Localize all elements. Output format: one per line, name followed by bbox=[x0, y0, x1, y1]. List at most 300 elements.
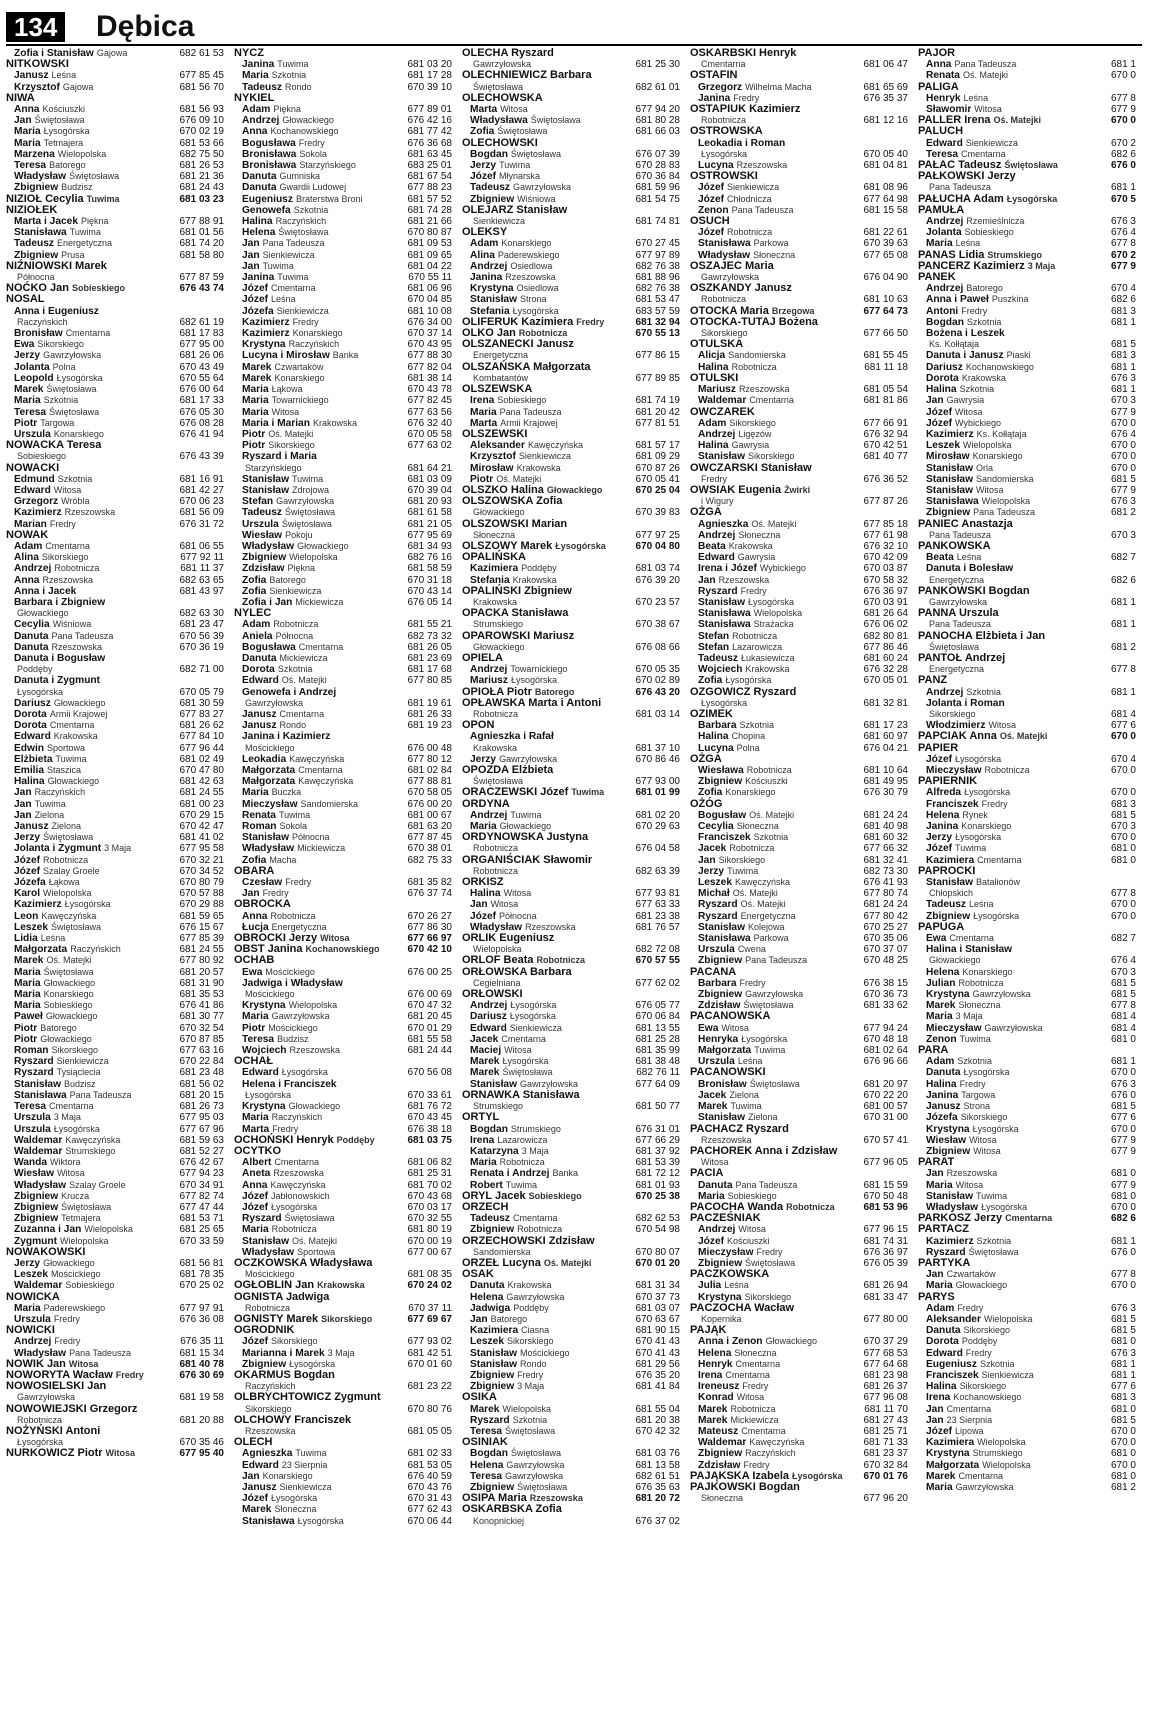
street-name: Gajowa bbox=[96, 48, 128, 58]
phone-number: 677 95 69 bbox=[407, 529, 452, 541]
phone-number: 677 86 46 bbox=[863, 641, 908, 653]
listing-entry bbox=[234, 507, 452, 518]
street-name: Oś. Matejki bbox=[749, 809, 795, 820]
first-name: Stefan bbox=[698, 641, 730, 653]
street-name: Leśna bbox=[271, 294, 296, 305]
surname-text: NOWOWIEJSKI Grzegorz bbox=[6, 1402, 138, 1415]
phone-number: 681 23 98 bbox=[863, 1369, 908, 1381]
listing-entry bbox=[6, 1213, 224, 1224]
phone-number: 670 87 85 bbox=[179, 1033, 224, 1045]
listing-entry bbox=[6, 642, 224, 653]
first-name: Anna bbox=[14, 574, 40, 586]
phone-number: 681 40 77 bbox=[863, 451, 908, 463]
listing-entry bbox=[690, 1493, 908, 1504]
street-name: Słoneczna bbox=[734, 1347, 777, 1358]
phone-number: 681 53 71 bbox=[179, 1213, 224, 1225]
listing-entry bbox=[234, 1482, 452, 1493]
street-name: Konarskiego bbox=[972, 451, 1023, 462]
street-name: Pana Tadeusza bbox=[262, 238, 325, 249]
listing-entry bbox=[462, 1011, 680, 1022]
street-name: Głowackiego bbox=[499, 821, 552, 832]
street-name: Kawęczyńska bbox=[298, 776, 354, 787]
first-name: Waldemar bbox=[14, 1280, 63, 1292]
first-name: Janina i Kazimierz bbox=[242, 731, 331, 743]
phone-number: 681 90 15 bbox=[635, 1325, 680, 1337]
phone-number: 681 3 bbox=[1110, 1392, 1136, 1404]
street-name: Łysogórska bbox=[741, 1033, 788, 1044]
listing-entry bbox=[462, 1348, 680, 1359]
street-name: Robotnicza bbox=[517, 1224, 563, 1235]
first-name: Stanisław bbox=[470, 1078, 517, 1090]
first-name: Józef bbox=[698, 182, 725, 194]
first-name: Barbara bbox=[698, 977, 737, 989]
first-name: Ewa bbox=[14, 339, 35, 351]
street-name: Robotnicza bbox=[536, 955, 586, 966]
first-name: Krystyna bbox=[698, 1291, 742, 1303]
surname-text: ORACZEWSKI Józef bbox=[462, 786, 569, 799]
street-name: Sienkiewicza bbox=[473, 216, 526, 227]
phone-number: 676 30 79 bbox=[863, 787, 908, 799]
phone-number: 670 25 04 bbox=[635, 484, 680, 496]
phone-number: 677 8 bbox=[1110, 92, 1136, 104]
surname-entry bbox=[462, 48, 680, 59]
first-name: Edwin bbox=[14, 742, 44, 754]
phone-number: 670 43 45 bbox=[407, 1112, 452, 1124]
listing-entry bbox=[918, 1180, 1136, 1191]
listing-entry bbox=[690, 1034, 908, 1045]
listing-entry bbox=[6, 922, 224, 933]
phone-number: 676 07 39 bbox=[635, 148, 680, 160]
surname-text: OBARA bbox=[234, 864, 275, 877]
street-name: Witosa bbox=[988, 720, 1016, 731]
street-name: Lazarowicza bbox=[732, 641, 783, 652]
phone-number: 676 34 00 bbox=[407, 316, 452, 328]
street-name: Towarnickiego bbox=[271, 395, 329, 406]
phone-number: 681 19 61 bbox=[407, 697, 452, 709]
street-name: Robotnicza bbox=[701, 115, 747, 126]
phone-number: 676 43 74 bbox=[179, 283, 224, 295]
surname-entry bbox=[462, 1202, 680, 1213]
listing-entry bbox=[918, 799, 1136, 810]
listing-entry bbox=[918, 1448, 1136, 1459]
street-name: Łysogórska bbox=[972, 1123, 1019, 1134]
listing-entry bbox=[6, 384, 224, 395]
street-name: Chłodnicza bbox=[727, 193, 772, 204]
phone-number: 670 3 bbox=[1110, 966, 1136, 978]
street-name: Strumskiego bbox=[510, 1123, 561, 1134]
first-name: Helena bbox=[242, 227, 276, 239]
listing-entry bbox=[918, 216, 1136, 227]
listing-entry bbox=[6, 967, 224, 978]
listing-entry bbox=[690, 238, 908, 249]
phone-number: 681 1 bbox=[1110, 1358, 1136, 1370]
street-name: Łysogórska bbox=[510, 1000, 557, 1011]
street-name: Buczka bbox=[271, 787, 302, 798]
first-name: Antoni bbox=[926, 305, 959, 317]
phone-number: 670 3 bbox=[1110, 529, 1136, 541]
phone-number: 670 55 11 bbox=[408, 272, 452, 284]
listing-entry bbox=[690, 888, 908, 899]
phone-number: 681 1 bbox=[1110, 1235, 1136, 1247]
street-name: Fredry bbox=[959, 1078, 986, 1089]
first-name: Grzegorz bbox=[698, 81, 743, 93]
phone-number: 681 0 bbox=[1110, 843, 1136, 855]
surname-text: OŻGA bbox=[690, 752, 722, 765]
listing-entry bbox=[918, 821, 1136, 832]
first-name: Wanda bbox=[14, 1157, 48, 1169]
phone-number: 681 31 34 bbox=[635, 1280, 680, 1292]
street-name: Towarnickiego bbox=[510, 664, 568, 675]
first-name: Bogusława bbox=[242, 641, 296, 653]
surname-text: PAŁKOWSKI Jerzy bbox=[918, 170, 1016, 183]
first-name: Andrzej bbox=[470, 664, 508, 676]
first-name: Maria bbox=[926, 238, 953, 250]
street-name: Cegielniana bbox=[473, 977, 521, 988]
street-name: Sikorskiego bbox=[960, 1112, 1008, 1123]
surname-entry bbox=[918, 631, 1136, 642]
listing-entry bbox=[918, 1437, 1136, 1448]
street-name: Cmentarna bbox=[298, 641, 344, 652]
listing-entry bbox=[918, 1191, 1136, 1202]
phone-number: 681 11 18 bbox=[864, 361, 908, 373]
phone-number: 677 88 30 bbox=[407, 350, 452, 362]
phone-number: 681 08 96 bbox=[863, 182, 908, 194]
phone-number: 676 42 67 bbox=[179, 1157, 224, 1169]
listing-entry bbox=[918, 227, 1136, 238]
surname-entry bbox=[462, 765, 680, 776]
first-name: Józef bbox=[698, 1235, 725, 1247]
first-name: Maria bbox=[242, 1011, 269, 1023]
listing-entry bbox=[462, 1448, 680, 1459]
listing-entry bbox=[690, 608, 908, 619]
street-name: Sokola bbox=[279, 821, 308, 832]
surname-entry bbox=[234, 1146, 452, 1157]
listing-entry bbox=[462, 149, 680, 160]
first-name: Maria bbox=[14, 977, 41, 989]
listing-entry bbox=[690, 552, 908, 563]
phone-number: 681 1 bbox=[1110, 384, 1136, 396]
street-name: Gawrzyłowska bbox=[701, 272, 760, 283]
first-name: Leokadia i Roman bbox=[698, 137, 786, 149]
listing-entry bbox=[6, 1056, 224, 1067]
first-name: Teresa bbox=[926, 148, 959, 160]
first-name: Anna bbox=[926, 59, 952, 71]
street-name: Fredry bbox=[701, 473, 728, 484]
first-name: Władysław bbox=[242, 540, 295, 552]
phone-number: 682 6 bbox=[1110, 294, 1136, 306]
street-name: Konopnickiej bbox=[473, 1515, 525, 1526]
first-name: Irena bbox=[698, 1369, 723, 1381]
street-name: Witosa bbox=[57, 1168, 85, 1179]
street-name: Piękna bbox=[287, 563, 315, 574]
phone-number: 677 96 44 bbox=[179, 742, 224, 754]
phone-number: 670 37 29 bbox=[863, 1336, 908, 1348]
phone-number: 681 03 76 bbox=[635, 1448, 680, 1460]
phone-number: 677 8 bbox=[1110, 1000, 1136, 1012]
first-name: Aneta bbox=[242, 1168, 271, 1180]
street-name: Witosa bbox=[701, 1157, 729, 1168]
listing-entry bbox=[234, 787, 452, 798]
surname-text: ORLOF Beata bbox=[462, 954, 534, 967]
surname-text: OLKO Jan bbox=[462, 327, 516, 340]
street-name: Rzeszowska bbox=[64, 507, 116, 518]
street-name: Łysogórska bbox=[701, 697, 748, 708]
phone-number: 681 27 43 bbox=[863, 1414, 908, 1426]
phone-number: 670 37 73 bbox=[635, 1291, 680, 1303]
listing-entry bbox=[462, 463, 680, 474]
phone-number: 681 15 59 bbox=[863, 1179, 908, 1191]
listing-entry bbox=[234, 373, 452, 384]
street-name: Czwartaków bbox=[274, 361, 324, 372]
street-name: Witosa bbox=[500, 104, 528, 115]
street-name: Oś. Matejki bbox=[993, 115, 1042, 126]
street-name: Łysogórska bbox=[964, 787, 1011, 798]
phone-number: 670 06 84 bbox=[635, 1011, 680, 1023]
surname-text: OLECHOWSKI bbox=[462, 136, 538, 149]
listing-entry bbox=[6, 1180, 224, 1191]
first-name: Józefa bbox=[926, 1112, 958, 1124]
first-name: Jacek bbox=[698, 1089, 727, 1101]
phone-number: 682 61 51 bbox=[635, 1470, 680, 1482]
surname-text: OGRODNIK bbox=[234, 1324, 295, 1337]
street-name: Szalay Groele bbox=[69, 1179, 126, 1190]
first-name: Danuta bbox=[470, 1280, 505, 1292]
first-name: Maria bbox=[14, 395, 41, 407]
street-name: Łysogórska bbox=[955, 832, 1002, 843]
phone-number: 677 80 12 bbox=[407, 753, 452, 765]
first-name: Zbigniew bbox=[470, 1369, 515, 1381]
phone-number: 670 42 32 bbox=[635, 1425, 680, 1437]
listing-entry bbox=[234, 250, 452, 261]
street-name: Witosa bbox=[271, 406, 300, 417]
street-name: Sikorskiego bbox=[748, 451, 795, 462]
street-name: Gawrysia bbox=[737, 552, 776, 563]
first-name: Wojciech bbox=[698, 664, 743, 676]
phone-number: 676 0 bbox=[1110, 1089, 1136, 1101]
street-name: Sikorskiego bbox=[959, 1381, 1007, 1392]
street-name: Łysogórska bbox=[17, 1437, 64, 1448]
first-name: Halina bbox=[926, 384, 957, 396]
street-name: Rzeszowska bbox=[289, 1045, 341, 1056]
street-name: Starzyńskiego bbox=[299, 160, 356, 171]
surname-entry bbox=[6, 205, 224, 216]
surname-entry bbox=[690, 687, 908, 698]
street-name: Głowackiego bbox=[765, 1336, 818, 1347]
street-name: Sikorskiego bbox=[963, 1325, 1011, 1336]
listing-entry bbox=[918, 687, 1136, 698]
first-name: Teresa bbox=[14, 406, 47, 418]
phone-number: 676 37 74 bbox=[407, 888, 452, 900]
surname-text: OPACKA Stanisława bbox=[462, 607, 569, 620]
first-name: Józef bbox=[926, 417, 953, 429]
listing-entry bbox=[918, 485, 1136, 496]
phone-number: 681 38 48 bbox=[635, 1056, 680, 1068]
first-name: Paweł bbox=[14, 1011, 43, 1023]
street-name: Lipowa bbox=[955, 1425, 984, 1436]
street-name: Krakowska bbox=[473, 742, 518, 753]
phone-number: 681 65 69 bbox=[863, 81, 908, 93]
first-name: Julia bbox=[698, 1280, 722, 1292]
street-name: Witosa bbox=[736, 1392, 765, 1403]
street-name: Krakowska bbox=[317, 1280, 365, 1291]
phone-number: 681 25 28 bbox=[635, 1033, 680, 1045]
first-name: Renata bbox=[242, 809, 276, 821]
street-name: Strona bbox=[520, 294, 547, 305]
first-name: Tadeusz bbox=[698, 652, 739, 664]
first-name: Krystyna bbox=[926, 1448, 970, 1460]
surname-entry bbox=[918, 653, 1136, 664]
listing-entry bbox=[234, 552, 452, 563]
street-name: Mościckiego bbox=[245, 1269, 295, 1280]
listing-entry bbox=[234, 182, 452, 193]
phone-number: 681 23 38 bbox=[635, 910, 680, 922]
listing-entry bbox=[462, 272, 680, 283]
first-name: Bogusława bbox=[242, 137, 296, 149]
listing-entry bbox=[462, 261, 680, 272]
phone-number: 682 73 32 bbox=[407, 630, 452, 642]
surname-text: NIZIOŁ Cecylia bbox=[6, 192, 84, 205]
first-name: Marta bbox=[470, 417, 498, 429]
listing-entry bbox=[6, 698, 224, 709]
phone-number: 677 64 73 bbox=[863, 305, 908, 317]
surname-entry bbox=[234, 1415, 452, 1426]
surname-entry bbox=[690, 463, 908, 474]
listing-entry bbox=[234, 138, 452, 149]
listing-entry bbox=[234, 1023, 452, 1034]
phone-number: 681 20 97 bbox=[863, 1078, 908, 1090]
listing-entry bbox=[462, 1359, 680, 1370]
phone-number: 670 86 46 bbox=[635, 753, 680, 765]
street-name: Targowa bbox=[40, 417, 75, 428]
surname-text: NOWACKI bbox=[6, 461, 60, 474]
first-name: Jan bbox=[242, 260, 260, 272]
street-name: Fredry bbox=[262, 888, 289, 899]
first-name: Halina bbox=[698, 361, 729, 373]
first-name: Franciszek bbox=[926, 798, 979, 810]
listing-entry bbox=[918, 933, 1136, 944]
listing-entry bbox=[234, 362, 452, 373]
first-name: Mariusz bbox=[470, 675, 508, 687]
street-name: Fredry bbox=[961, 305, 988, 316]
phone-number: 681 23 22 bbox=[407, 1381, 452, 1393]
surname-text: NIŹNIOWSKI Marek bbox=[6, 259, 107, 272]
street-name: Łysogórska bbox=[17, 686, 64, 697]
listing-entry bbox=[690, 1280, 908, 1291]
listing-entry bbox=[918, 451, 1136, 462]
street-name: Polna bbox=[736, 742, 760, 753]
first-name: Andrzej bbox=[14, 1336, 52, 1348]
phone-number: 670 42 51 bbox=[863, 440, 908, 452]
surname-text: PACIA bbox=[690, 1167, 724, 1180]
street-name: Cmentarna bbox=[749, 395, 794, 406]
phone-number: 670 37 14 bbox=[407, 328, 452, 340]
first-name: Stanisław bbox=[470, 294, 517, 306]
listing-entry bbox=[690, 519, 908, 530]
first-name: Danuta bbox=[14, 641, 49, 653]
surname-text: OZGOWICZ Ryszard bbox=[690, 685, 797, 698]
surname-text: PANAS Lidia bbox=[918, 248, 985, 261]
listing-entry bbox=[6, 1168, 224, 1179]
first-name: Danuta bbox=[926, 1325, 961, 1337]
street-name: Poddęby bbox=[961, 1336, 998, 1347]
surname-entry bbox=[462, 1112, 680, 1123]
listing-entry bbox=[6, 1101, 224, 1112]
phone-number: 681 02 33 bbox=[407, 1448, 452, 1460]
phone-number: 676 00 48 bbox=[407, 742, 452, 754]
surname-text: PACZOCHA Wacław bbox=[690, 1301, 795, 1314]
listing-entry bbox=[234, 1493, 452, 1504]
listing-entry bbox=[6, 911, 224, 922]
listing-entry bbox=[690, 989, 908, 1000]
surname-entry bbox=[462, 138, 680, 149]
first-name: Andrzej bbox=[698, 1224, 736, 1236]
phone-number: 677 68 53 bbox=[863, 1347, 908, 1359]
first-name: Stanisław bbox=[470, 1347, 517, 1359]
first-name: Tadeusz bbox=[926, 899, 967, 911]
phone-number: 681 26 94 bbox=[863, 1280, 908, 1292]
first-name: Maria i Marian bbox=[242, 417, 310, 429]
street-name: Sienkiewicza bbox=[965, 137, 1018, 148]
first-name: Anna i Eugeniusz bbox=[14, 305, 99, 317]
first-name: Alfreda bbox=[926, 787, 962, 799]
first-name: Maciej bbox=[470, 1045, 502, 1057]
first-name: Ryszard bbox=[926, 1246, 966, 1258]
listing-entry bbox=[462, 1146, 680, 1157]
listing-entry bbox=[6, 552, 224, 563]
phone-number: 670 41 43 bbox=[635, 1336, 680, 1348]
listing-entry bbox=[6, 407, 224, 418]
street-name: Wielopolska bbox=[982, 1459, 1031, 1470]
street-name: Fredry bbox=[54, 1336, 81, 1347]
first-name: Mieczysław bbox=[698, 1246, 754, 1258]
street-name: Oś. Matejki bbox=[999, 731, 1048, 742]
first-name: Mieczysław bbox=[242, 798, 298, 810]
street-name: Rzeszowska bbox=[736, 160, 788, 171]
first-name: Anna i Jacek bbox=[14, 585, 77, 597]
surname-entry bbox=[462, 70, 680, 81]
phone-number: 681 4 bbox=[1110, 1011, 1136, 1023]
first-name: Marek bbox=[926, 1470, 956, 1482]
first-name: Jan bbox=[14, 798, 32, 810]
listing-entry bbox=[6, 1191, 224, 1202]
phone-number: 677 63 33 bbox=[635, 899, 680, 911]
listing-entry bbox=[918, 1000, 1136, 1011]
first-name: Jerzy bbox=[470, 753, 497, 765]
street-name: Pokoju bbox=[285, 529, 313, 540]
first-name: Zofia i Stanisław bbox=[14, 48, 94, 59]
phone-number: 681 26 33 bbox=[407, 708, 452, 720]
listing-entry bbox=[234, 530, 452, 541]
surname-entry bbox=[690, 104, 908, 115]
listing-entry bbox=[918, 1325, 1136, 1336]
street-name: Witosa bbox=[490, 899, 519, 910]
street-name: Rondo bbox=[285, 81, 312, 92]
phone-number: 681 35 99 bbox=[635, 1045, 680, 1057]
surname-entry bbox=[6, 294, 224, 305]
street-name: Witosa bbox=[969, 1134, 997, 1145]
phone-number: 670 03 17 bbox=[407, 1201, 452, 1213]
surname-entry bbox=[234, 1325, 452, 1336]
street-name: Łysogórska bbox=[701, 148, 748, 159]
surname-entry bbox=[918, 866, 1136, 877]
listing-entry bbox=[918, 1011, 1136, 1022]
street-name: Sobieskiego bbox=[528, 1190, 582, 1201]
surname-text: PAPUGA bbox=[918, 920, 965, 933]
first-name: Zbigniew bbox=[470, 193, 515, 205]
phone-number: 681 26 64 bbox=[863, 608, 908, 620]
first-name: Kazimiera bbox=[926, 1437, 975, 1449]
first-name: Tadeusz bbox=[242, 81, 283, 93]
